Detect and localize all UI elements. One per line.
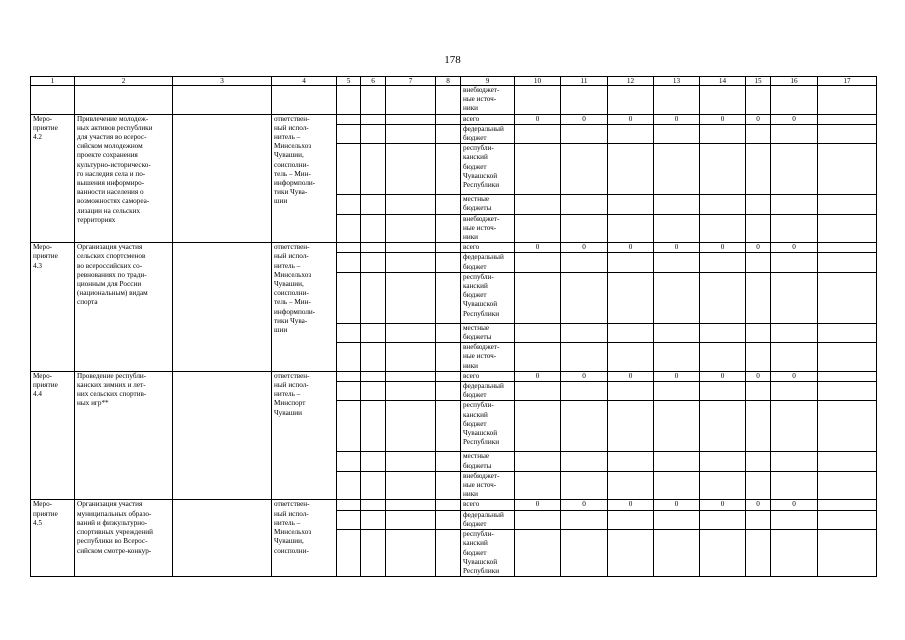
value-cell: 0 (561, 114, 608, 124)
value-cell: 0 (700, 500, 746, 510)
source-cell: федеральный бюджет (461, 510, 515, 529)
value-cell: 0 (654, 114, 700, 124)
table-cell (700, 530, 746, 577)
table-cell (654, 253, 700, 272)
source-cell: внебюджет- ные источ- ники (461, 471, 515, 500)
table-cell (561, 382, 608, 401)
table-cell (436, 452, 461, 471)
table-cell (386, 401, 436, 452)
table-cell (337, 243, 361, 253)
table-cell (746, 214, 771, 243)
table-cell (771, 452, 818, 471)
table-cell (700, 253, 746, 272)
event-col3 (173, 243, 272, 372)
event-code: Меро- приятие 4.3 (31, 243, 75, 372)
table-cell (386, 343, 436, 372)
value-cell: 0 (654, 371, 700, 381)
table-cell (361, 401, 386, 452)
table-cell (654, 382, 700, 401)
value-cell: 0 (771, 114, 818, 124)
table-cell (746, 144, 771, 195)
table-cell (436, 500, 461, 510)
table-cell (746, 343, 771, 372)
table-cell (337, 371, 361, 381)
event-row (31, 500, 877, 510)
source-cell: всего (461, 500, 515, 510)
header-cell: 8 (436, 77, 461, 86)
value-cell: 0 (608, 243, 654, 253)
header-cell: 9 (461, 77, 515, 86)
table-cell (818, 371, 877, 381)
table-cell (436, 510, 461, 529)
value-cell: 0 (771, 243, 818, 253)
table-cell (818, 530, 877, 577)
source-cell: республи- канский бюджет Чувашской Республики (461, 144, 515, 195)
table-cell (818, 452, 877, 471)
table-cell (337, 471, 361, 500)
table-cell (515, 195, 561, 214)
table-cell (818, 343, 877, 372)
table-cell (337, 343, 361, 372)
table-cell (608, 272, 654, 323)
table-cell (700, 124, 746, 143)
value-cell: 0 (561, 500, 608, 510)
source-cell: республи- канский бюджет Чувашской Республики (461, 401, 515, 452)
source-cell: всего (461, 371, 515, 381)
source-cell: республи- канский бюджет Чувашской Республики (461, 530, 515, 577)
table-cell (361, 86, 386, 115)
table-cell (818, 471, 877, 500)
table-cell (654, 343, 700, 372)
value-cell: 0 (515, 114, 561, 124)
table-cell (561, 86, 608, 115)
table-cell (818, 272, 877, 323)
value-cell: 0 (608, 371, 654, 381)
table-cell (386, 243, 436, 253)
table-cell (361, 243, 386, 253)
table-cell (608, 382, 654, 401)
table-cell (700, 471, 746, 500)
table-cell (818, 195, 877, 214)
source-cell: внебюджет- ные источ- ники (461, 343, 515, 372)
table-cell (654, 471, 700, 500)
table-cell (515, 510, 561, 529)
table-cell (608, 510, 654, 529)
source-cell: всего (461, 114, 515, 124)
table-cell (746, 323, 771, 342)
table-cell (436, 114, 461, 124)
value-cell: 0 (771, 371, 818, 381)
table-cell (436, 401, 461, 452)
table-cell (75, 86, 173, 115)
header-cell: 7 (386, 77, 436, 86)
table-cell (386, 144, 436, 195)
table-cell (561, 343, 608, 372)
table-cell (818, 253, 877, 272)
event-name: Организация участия муниципальных образо- ваний и физкультурно- спортивных учреждений республики во Всерос- сийском смотре-конкур- (75, 500, 173, 577)
table-cell (515, 530, 561, 577)
table-cell (700, 401, 746, 452)
table-cell (337, 124, 361, 143)
table-cell (361, 371, 386, 381)
table-cell (771, 323, 818, 342)
table-cell (337, 253, 361, 272)
table-cell (386, 195, 436, 214)
table-cell (700, 382, 746, 401)
event-row (31, 371, 877, 381)
source-cell: внебюджет- ные источ- ники (461, 214, 515, 243)
table-cell (746, 272, 771, 323)
header-cell: 12 (608, 77, 654, 86)
table-cell (361, 272, 386, 323)
table-cell (700, 144, 746, 195)
table-cell (173, 86, 272, 115)
table-cell (436, 272, 461, 323)
table-cell (361, 114, 386, 124)
table-cell (700, 323, 746, 342)
table-cell (515, 323, 561, 342)
table-cell (361, 471, 386, 500)
header-cell: 14 (700, 77, 746, 86)
table-cell (771, 343, 818, 372)
value-cell: 0 (561, 243, 608, 253)
table-cell (361, 500, 386, 510)
table-cell (386, 114, 436, 124)
table-cell (386, 471, 436, 500)
value-cell: 0 (746, 243, 771, 253)
table-cell (361, 510, 386, 529)
table-cell (654, 401, 700, 452)
table-cell (337, 323, 361, 342)
value-cell: 0 (746, 371, 771, 381)
event-responsible: ответствен- ный испол- нитель – Минсельхоз Чувашии, соисполни- тель – Мин- информполи- тики Чува- шии (272, 114, 337, 243)
table-cell (337, 382, 361, 401)
table-cell (361, 214, 386, 243)
source-cell: республи- канский бюджет Чувашской Республики (461, 272, 515, 323)
table-cell (654, 272, 700, 323)
event-row (31, 114, 877, 124)
table-cell (515, 452, 561, 471)
value-cell: 0 (654, 500, 700, 510)
table-cell (337, 272, 361, 323)
table-cell (746, 195, 771, 214)
table-cell (818, 510, 877, 529)
table-cell (746, 530, 771, 577)
table-cell (337, 452, 361, 471)
table-cell (746, 86, 771, 115)
header-cell: 1 (31, 77, 75, 86)
table-cell (337, 144, 361, 195)
event-responsible: ответствен- ный испол- нитель – Минсельхоз Чувашии, соисполни- (272, 500, 337, 577)
table-cell (608, 323, 654, 342)
header-cell: 5 (337, 77, 361, 86)
table-cell (436, 382, 461, 401)
table-cell (561, 144, 608, 195)
table-cell (818, 382, 877, 401)
table-cell (608, 471, 654, 500)
event-name: Проведение республи- канских зимних и лет- них сельских спортив- ных игр** (75, 371, 173, 500)
source-cell: федеральный бюджет (461, 382, 515, 401)
table-cell (515, 382, 561, 401)
table-cell (515, 253, 561, 272)
table-cell (608, 530, 654, 577)
table-cell (771, 382, 818, 401)
table-cell (561, 195, 608, 214)
table-cell (771, 530, 818, 577)
value-cell: 0 (654, 243, 700, 253)
value-cell: 0 (515, 371, 561, 381)
table-cell (654, 144, 700, 195)
table-cell (361, 195, 386, 214)
program-table (30, 76, 877, 577)
header-cell: 4 (272, 77, 337, 86)
header-cell: 11 (561, 77, 608, 86)
table-cell (386, 510, 436, 529)
event-col3 (173, 500, 272, 577)
event-code: Меро- приятие 4.4 (31, 371, 75, 500)
table-cell (272, 86, 337, 115)
value-cell: 0 (608, 500, 654, 510)
event-code: Меро- приятие 4.5 (31, 500, 75, 577)
table-cell (361, 124, 386, 143)
table-cell (654, 452, 700, 471)
table-cell (818, 323, 877, 342)
value-cell: 0 (700, 371, 746, 381)
value-cell: 0 (771, 500, 818, 510)
table-cell (771, 86, 818, 115)
table-cell (436, 253, 461, 272)
table-cell (700, 272, 746, 323)
event-col3 (173, 114, 272, 243)
table-cell (561, 401, 608, 452)
table-cell (746, 124, 771, 143)
table-cell (361, 382, 386, 401)
source-cell: всего (461, 243, 515, 253)
table-cell (818, 214, 877, 243)
table-cell (361, 323, 386, 342)
table-cell (746, 471, 771, 500)
header-cell: 3 (173, 77, 272, 86)
table-cell (436, 86, 461, 115)
source-cell: федеральный бюджет (461, 253, 515, 272)
table-cell (654, 530, 700, 577)
table-cell (771, 401, 818, 452)
table-cell (561, 323, 608, 342)
value-cell: 0 (700, 243, 746, 253)
table-cell (818, 243, 877, 253)
header-cell: 6 (361, 77, 386, 86)
table-cell (771, 124, 818, 143)
value-cell: 0 (515, 500, 561, 510)
table-cell (386, 452, 436, 471)
table-cell (746, 253, 771, 272)
value-cell: 0 (746, 500, 771, 510)
table-cell (608, 86, 654, 115)
table-cell (386, 371, 436, 381)
table-cell (561, 253, 608, 272)
table-cell (386, 214, 436, 243)
table-cell (386, 382, 436, 401)
table-cell (386, 272, 436, 323)
table-cell (700, 452, 746, 471)
table-cell (436, 471, 461, 500)
header-cell: 13 (654, 77, 700, 86)
table-cell (608, 452, 654, 471)
event-row (31, 243, 877, 253)
table-cell (700, 214, 746, 243)
table-cell (561, 452, 608, 471)
table-cell (561, 124, 608, 143)
table-cell (771, 144, 818, 195)
table-cell (771, 510, 818, 529)
continuation-row (31, 86, 877, 115)
table-cell (386, 530, 436, 577)
table-cell (746, 401, 771, 452)
table-cell (337, 530, 361, 577)
table-cell (700, 510, 746, 529)
table-cell (386, 323, 436, 342)
table-cell (436, 371, 461, 381)
header-cell: 16 (771, 77, 818, 86)
header-cell: 15 (746, 77, 771, 86)
table-cell (818, 144, 877, 195)
table-cell (515, 214, 561, 243)
table-cell (337, 114, 361, 124)
table-cell (700, 86, 746, 115)
table-cell (608, 253, 654, 272)
table-cell (337, 86, 361, 115)
event-name: Привлечение молодеж- ных активов республики для участия во всерос- сийском молодежном проекте сохранения культурно-историческо- го наследия села и по- вышения информиро- ванности населения о возможностях самореа- лизации на сельских территориях (75, 114, 173, 243)
table-cell (654, 86, 700, 115)
table-cell (654, 323, 700, 342)
table-cell (771, 272, 818, 323)
event-name: Организация участия сельских спортсменов во всероссийских со- ревнованиях по тради- ционным для России (национальным) видам спорта (75, 243, 173, 372)
event-responsible: ответствен- ный испол- нитель – Минспорт Чувашии (272, 371, 337, 500)
source-cell: местные бюджеты (461, 323, 515, 342)
table-cell (608, 195, 654, 214)
value-cell: 0 (561, 371, 608, 381)
table-cell (771, 471, 818, 500)
table-cell (436, 195, 461, 214)
table-cell (515, 471, 561, 500)
table-cell (818, 114, 877, 124)
table-cell (608, 124, 654, 143)
table-cell (654, 124, 700, 143)
table-cell (561, 272, 608, 323)
value-cell: 0 (515, 243, 561, 253)
table-cell (818, 401, 877, 452)
table-cell (436, 214, 461, 243)
event-col3 (173, 371, 272, 500)
source-cell: местные бюджеты (461, 195, 515, 214)
table-cell (436, 124, 461, 143)
table-cell (337, 214, 361, 243)
table-cell (746, 382, 771, 401)
event-code: Меро- приятие 4.2 (31, 114, 75, 243)
table-cell (361, 530, 386, 577)
table-cell (608, 144, 654, 195)
table-cell (654, 195, 700, 214)
table-cell (746, 452, 771, 471)
table-cell (818, 500, 877, 510)
table-cell (386, 253, 436, 272)
table-cell (361, 144, 386, 195)
table-cell (31, 86, 75, 115)
page-number: 178 (444, 54, 461, 66)
value-cell: 0 (746, 114, 771, 124)
table-cell (746, 510, 771, 529)
value-cell: 0 (700, 114, 746, 124)
header-cell: 17 (818, 77, 877, 86)
header-cell: 10 (515, 77, 561, 86)
table-cell (436, 323, 461, 342)
table-cell (561, 214, 608, 243)
table-cell (515, 124, 561, 143)
table-cell (561, 510, 608, 529)
table-cell (608, 214, 654, 243)
table-cell (654, 510, 700, 529)
table-cell (436, 343, 461, 372)
table-cell (337, 510, 361, 529)
table-cell (700, 195, 746, 214)
table-cell (361, 452, 386, 471)
source-cell: местные бюджеты (461, 452, 515, 471)
header-cell: 2 (75, 77, 173, 86)
table-cell (386, 86, 436, 115)
table-cell (337, 500, 361, 510)
source-cell: внебюджет- ные источ- ники (461, 86, 515, 115)
table-cell (818, 86, 877, 115)
table-cell (608, 343, 654, 372)
source-cell: федеральный бюджет (461, 124, 515, 143)
table-cell (515, 343, 561, 372)
table-cell (654, 214, 700, 243)
table-cell (337, 195, 361, 214)
table-cell (700, 343, 746, 372)
event-responsible: ответствен- ный испол- нитель – Минсельхоз Чувашии, соисполни- тель – Мин- информполи- тики Чува- шии (272, 243, 337, 372)
table-cell (608, 401, 654, 452)
header-row (31, 77, 877, 86)
table-cell (436, 530, 461, 577)
table-cell (771, 195, 818, 214)
value-cell: 0 (608, 114, 654, 124)
table-cell (515, 86, 561, 115)
table-cell (818, 124, 877, 143)
table-cell (515, 401, 561, 452)
table-cell (337, 401, 361, 452)
table-cell (515, 272, 561, 323)
table-cell (771, 253, 818, 272)
table-cell (771, 214, 818, 243)
table-cell (386, 500, 436, 510)
table-cell (436, 144, 461, 195)
table-cell (361, 253, 386, 272)
table-cell (515, 144, 561, 195)
table-cell (561, 471, 608, 500)
table-cell (436, 243, 461, 253)
table-cell (386, 124, 436, 143)
table-cell (561, 530, 608, 577)
table-cell (361, 343, 386, 372)
